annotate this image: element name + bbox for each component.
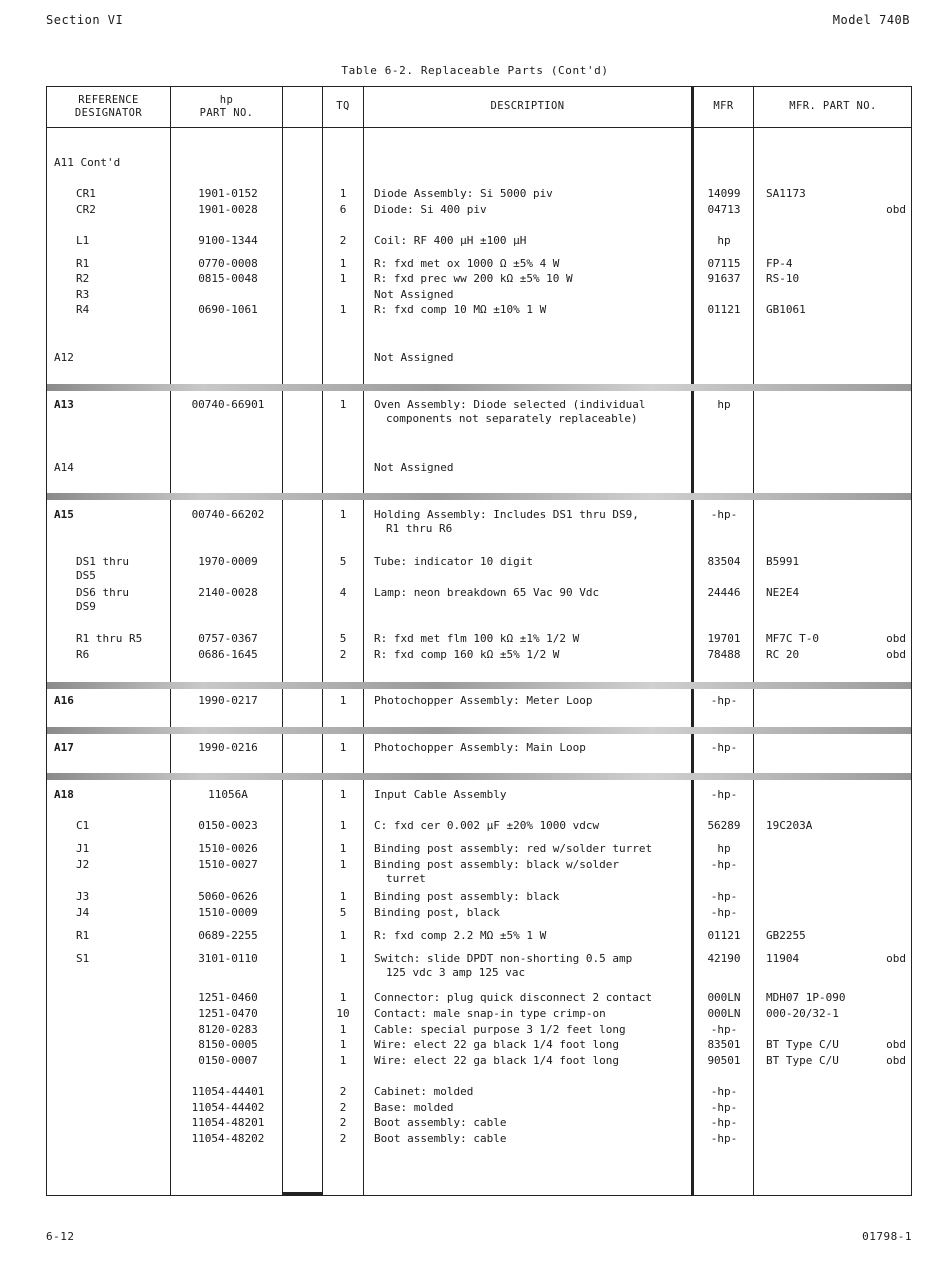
column-divider: [363, 86, 364, 1196]
manufacturer-code: -hp-: [710, 1101, 738, 1114]
reference-designator: A17: [54, 741, 74, 754]
manufacturer-code: 56289: [707, 819, 741, 832]
part-number: 1510-0027: [198, 858, 258, 871]
reference-designator: R1: [76, 257, 90, 270]
total-quantity: 1: [339, 991, 347, 1004]
manufacturer-code: 01121: [707, 303, 741, 316]
reference-designator: A18: [54, 788, 74, 801]
description: Switch: slide DPDT non-shorting 0.5 amp: [374, 952, 633, 965]
manufacturer-part-number: GB1061: [766, 303, 806, 316]
description: Binding post assembly: black: [374, 890, 560, 903]
total-quantity: 1: [339, 1038, 347, 1051]
manufacturer-part-number: 000-20/32-1: [766, 1007, 839, 1020]
total-quantity: 5: [339, 906, 347, 919]
manufacturer-code: -hp-: [710, 906, 738, 919]
obsolete-note: obd: [886, 648, 906, 661]
manufacturer-code: 000LN: [707, 991, 741, 1004]
manufacturer-code: 24446: [707, 586, 741, 599]
column-header-tq: TQ: [336, 100, 350, 112]
table-caption: Table 6-2. Replaceable Parts (Cont'd): [341, 64, 609, 77]
reference-designator: R3: [76, 288, 90, 301]
total-quantity: 5: [339, 555, 347, 568]
total-quantity: 1: [339, 303, 347, 316]
part-number: 1510-0026: [198, 842, 258, 855]
description: Contact: male snap-in type crimp-on: [374, 1007, 606, 1020]
part-number: 5060-0626: [198, 890, 258, 903]
obsolete-note: obd: [886, 1054, 906, 1067]
description: Wire: elect 22 ga black 1/4 foot long: [374, 1038, 620, 1051]
manufacturer-code: 000LN: [707, 1007, 741, 1020]
reference-designator: DS6 thru: [76, 586, 129, 599]
description: Lamp: neon breakdown 65 Vac 90 Vdc: [374, 586, 600, 599]
part-number: 1510-0009: [198, 906, 258, 919]
document-code: 01798-1: [862, 1230, 912, 1243]
description-cont: turret: [386, 872, 426, 885]
manufacturer-code: 04713: [707, 203, 741, 216]
group-separator: [47, 727, 911, 734]
manufacturer-code: 07115: [707, 257, 741, 270]
total-quantity: 1: [339, 929, 347, 942]
description: Tube: indicator 10 digit: [374, 555, 533, 568]
manufacturer-code: -hp-: [710, 1132, 738, 1145]
description-cont: R1 thru R6: [386, 522, 453, 535]
column-divider: [691, 86, 694, 1196]
reference-designator: A11 Cont'd: [54, 156, 121, 169]
total-quantity: 6: [339, 203, 347, 216]
total-quantity: 1: [339, 788, 347, 801]
manufacturer-part-number: BT Type C/U: [766, 1054, 839, 1067]
manufacturer-code: -hp-: [710, 741, 738, 754]
manufacturer-part-number: RS-10: [766, 272, 800, 285]
reference-designator: J1: [76, 842, 90, 855]
part-number: 1901-0152: [198, 187, 258, 200]
manufacturer-code: 90501: [707, 1054, 741, 1067]
part-number: 11054-48202: [191, 1132, 265, 1145]
part-number: 9100-1344: [198, 234, 258, 247]
total-quantity: 1: [339, 508, 347, 521]
description: Binding post assembly: black w/solder: [374, 858, 620, 871]
total-quantity: 5: [339, 632, 347, 645]
obsolete-note: obd: [886, 1038, 906, 1051]
total-quantity: 1: [339, 187, 347, 200]
column-header-mfr: MFR: [713, 100, 734, 112]
description: Holding Assembly: Includes DS1 thru DS9,: [374, 508, 639, 521]
manufacturer-code: 01121: [707, 929, 741, 942]
manufacturer-code: hp: [717, 398, 731, 411]
part-number: 0150-0023: [198, 819, 258, 832]
part-number: 11054-44401: [191, 1085, 265, 1098]
description: R: fxd comp 2.2 MΩ ±5% 1 W: [374, 929, 547, 942]
part-number: 1901-0028: [198, 203, 258, 216]
manufacturer-code: 83504: [707, 555, 741, 568]
description: C: fxd cer 0.002 μF ±20% 1000 vdcw: [374, 819, 600, 832]
part-number: 0686-1645: [198, 648, 258, 661]
description: Wire: elect 22 ga black 1/4 foot long: [374, 1054, 620, 1067]
total-quantity: 1: [339, 819, 347, 832]
reference-designator: R1: [76, 929, 90, 942]
part-number: 1990-0216: [198, 741, 258, 754]
reference-designator-cont: DS9: [76, 600, 96, 613]
page-number: 6-12: [46, 1230, 75, 1243]
total-quantity: 1: [339, 694, 347, 707]
reference-designator: S1: [76, 952, 90, 965]
part-number: 1251-0470: [198, 1007, 258, 1020]
reference-designator: R2: [76, 272, 90, 285]
part-number: 11056A: [208, 788, 248, 801]
part-number: 2140-0028: [198, 586, 258, 599]
manufacturer-part-number: MDH07 1P-090: [766, 991, 846, 1004]
part-number: 00740-66202: [191, 508, 265, 521]
reference-designator: CR1: [76, 187, 96, 200]
column-divider: [282, 86, 283, 1196]
manufacturer-part-number: 19C203A: [766, 819, 813, 832]
total-quantity: 1: [339, 890, 347, 903]
total-quantity: 2: [339, 1132, 347, 1145]
total-quantity: 2: [339, 1085, 347, 1098]
manufacturer-part-number: SA1173: [766, 187, 806, 200]
part-number: 0689-2255: [198, 929, 258, 942]
group-separator: [47, 493, 911, 500]
total-quantity: 4: [339, 586, 347, 599]
total-quantity: 2: [339, 1101, 347, 1114]
manufacturer-code: -hp-: [710, 508, 738, 521]
group-separator: [47, 773, 911, 780]
manufacturer-code: -hp-: [710, 858, 738, 871]
total-quantity: 1: [339, 257, 347, 270]
total-quantity: 2: [339, 1116, 347, 1129]
total-quantity: 2: [339, 234, 347, 247]
description: Diode Assembly: Si 5000 piv: [374, 187, 553, 200]
part-number: 0757-0367: [198, 632, 258, 645]
description: R: fxd prec ww 200 kΩ ±5% 10 W: [374, 272, 573, 285]
manufacturer-code: 83501: [707, 1038, 741, 1051]
description: Photochopper Assembly: Meter Loop: [374, 694, 593, 707]
column-header-part: hp PART NO.: [199, 94, 254, 119]
part-number: 00740-66901: [191, 398, 265, 411]
header-rule: [46, 127, 912, 128]
description: R: fxd comp 160 kΩ ±5% 1/2 W: [374, 648, 560, 661]
reference-designator: A12: [54, 351, 74, 364]
description: Input Cable Assembly: [374, 788, 507, 801]
manufacturer-code: -hp-: [710, 1085, 738, 1098]
part-number: 0815-0048: [198, 272, 258, 285]
part-number: 11054-48201: [191, 1116, 265, 1129]
reference-designator: A13: [54, 398, 74, 411]
reference-designator: A16: [54, 694, 74, 707]
manufacturer-code: 42190: [707, 952, 741, 965]
manufacturer-part-number: NE2E4: [766, 586, 800, 599]
column-header-description: DESCRIPTION: [490, 100, 565, 112]
column-divider: [753, 86, 754, 1196]
total-quantity: 1: [339, 398, 347, 411]
description: Cable: special purpose 3 1/2 feet long: [374, 1023, 626, 1036]
manufacturer-code: 14099: [707, 187, 741, 200]
part-number: 8120-0283: [198, 1023, 258, 1036]
group-separator: [47, 682, 911, 689]
description: Binding post, black: [374, 906, 500, 919]
reference-designator: J3: [76, 890, 90, 903]
part-number: 0770-0008: [198, 257, 258, 270]
manufacturer-code: -hp-: [710, 694, 738, 707]
obsolete-note: obd: [886, 203, 906, 216]
manufacturer-part-number: GB2255: [766, 929, 806, 942]
total-quantity: 1: [339, 741, 347, 754]
reference-designator: CR2: [76, 203, 96, 216]
description: Photochopper Assembly: Main Loop: [374, 741, 586, 754]
column-header-ref: REFERENCE DESIGNATOR: [74, 94, 143, 119]
manufacturer-part-number: B5991: [766, 555, 800, 568]
reference-designator: A14: [54, 461, 74, 474]
description: Coil: RF 400 μH ±100 μH: [374, 234, 527, 247]
part-number: 3101-0110: [198, 952, 258, 965]
group-separator: [47, 384, 911, 391]
description: Oven Assembly: Diode selected (individual: [374, 398, 646, 411]
description: R: fxd met ox 1000 Ω ±5% 4 W: [374, 257, 560, 270]
manufacturer-code: -hp-: [710, 1023, 738, 1036]
manufacturer-code: hp: [717, 234, 731, 247]
total-quantity: 1: [339, 1054, 347, 1067]
description: Not Assigned: [374, 351, 454, 364]
bottom-rule: [282, 1192, 323, 1195]
manufacturer-code: -hp-: [710, 890, 738, 903]
model-label: Model 740B: [832, 13, 910, 27]
column-divider: [170, 86, 171, 1196]
part-number: 0150-0007: [198, 1054, 258, 1067]
column-header-mfr-part: MFR. PART NO.: [789, 100, 877, 112]
column-divider: [322, 86, 323, 1196]
reference-designator: DS1 thru: [76, 555, 129, 568]
manufacturer-code: 78488: [707, 648, 741, 661]
reference-designator: C1: [76, 819, 90, 832]
total-quantity: 1: [339, 1023, 347, 1036]
part-number: 11054-44402: [191, 1101, 265, 1114]
description-cont: components not separately replaceable): [386, 412, 638, 425]
manufacturer-part-number: BT Type C/U: [766, 1038, 839, 1051]
reference-designator: R6: [76, 648, 90, 661]
part-number: 0690-1061: [198, 303, 258, 316]
total-quantity: 1: [339, 952, 347, 965]
description: Diode: Si 400 piv: [374, 203, 487, 216]
obsolete-note: obd: [886, 632, 906, 645]
total-quantity: 1: [339, 842, 347, 855]
manufacturer-part-number: RC 20: [766, 648, 800, 661]
manufacturer-code: 19701: [707, 632, 741, 645]
reference-designator: A15: [54, 508, 74, 521]
description: Base: molded: [374, 1101, 454, 1114]
description: Boot assembly: cable: [374, 1116, 507, 1129]
manufacturer-part-number: MF7C T-0: [766, 632, 819, 645]
manufacturer-part-number: 11904: [766, 952, 800, 965]
description: Cabinet: molded: [374, 1085, 474, 1098]
total-quantity: 2: [339, 648, 347, 661]
description: Not Assigned: [374, 461, 454, 474]
description: R: fxd met flm 100 kΩ ±1% 1/2 W: [374, 632, 580, 645]
description-cont: 125 vdc 3 amp 125 vac: [386, 966, 526, 979]
total-quantity: 1: [339, 858, 347, 871]
obsolete-note: obd: [886, 952, 906, 965]
manufacturer-code: -hp-: [710, 788, 738, 801]
reference-designator: R1 thru R5: [76, 632, 143, 645]
part-number: 1970-0009: [198, 555, 258, 568]
reference-designator: J4: [76, 906, 90, 919]
description: Not Assigned: [374, 288, 454, 301]
reference-designator-cont: DS5: [76, 569, 96, 582]
manufacturer-code: -hp-: [710, 1116, 738, 1129]
total-quantity: 10: [336, 1007, 350, 1020]
description: R: fxd comp 10 MΩ ±10% 1 W: [374, 303, 547, 316]
manufacturer-part-number: FP-4: [766, 257, 793, 270]
total-quantity: 1: [339, 272, 347, 285]
description: Connector: plug quick disconnect 2 contact: [374, 991, 653, 1004]
manufacturer-code: 91637: [707, 272, 741, 285]
part-number: 1990-0217: [198, 694, 258, 707]
description: Boot assembly: cable: [374, 1132, 507, 1145]
reference-designator: L1: [76, 234, 90, 247]
reference-designator: J2: [76, 858, 90, 871]
description: Binding post assembly: red w/solder turret: [374, 842, 653, 855]
part-number: 8150-0005: [198, 1038, 258, 1051]
section-label: Section VI: [46, 13, 124, 27]
reference-designator: R4: [76, 303, 90, 316]
manufacturer-code: hp: [717, 842, 731, 855]
part-number: 1251-0460: [198, 991, 258, 1004]
